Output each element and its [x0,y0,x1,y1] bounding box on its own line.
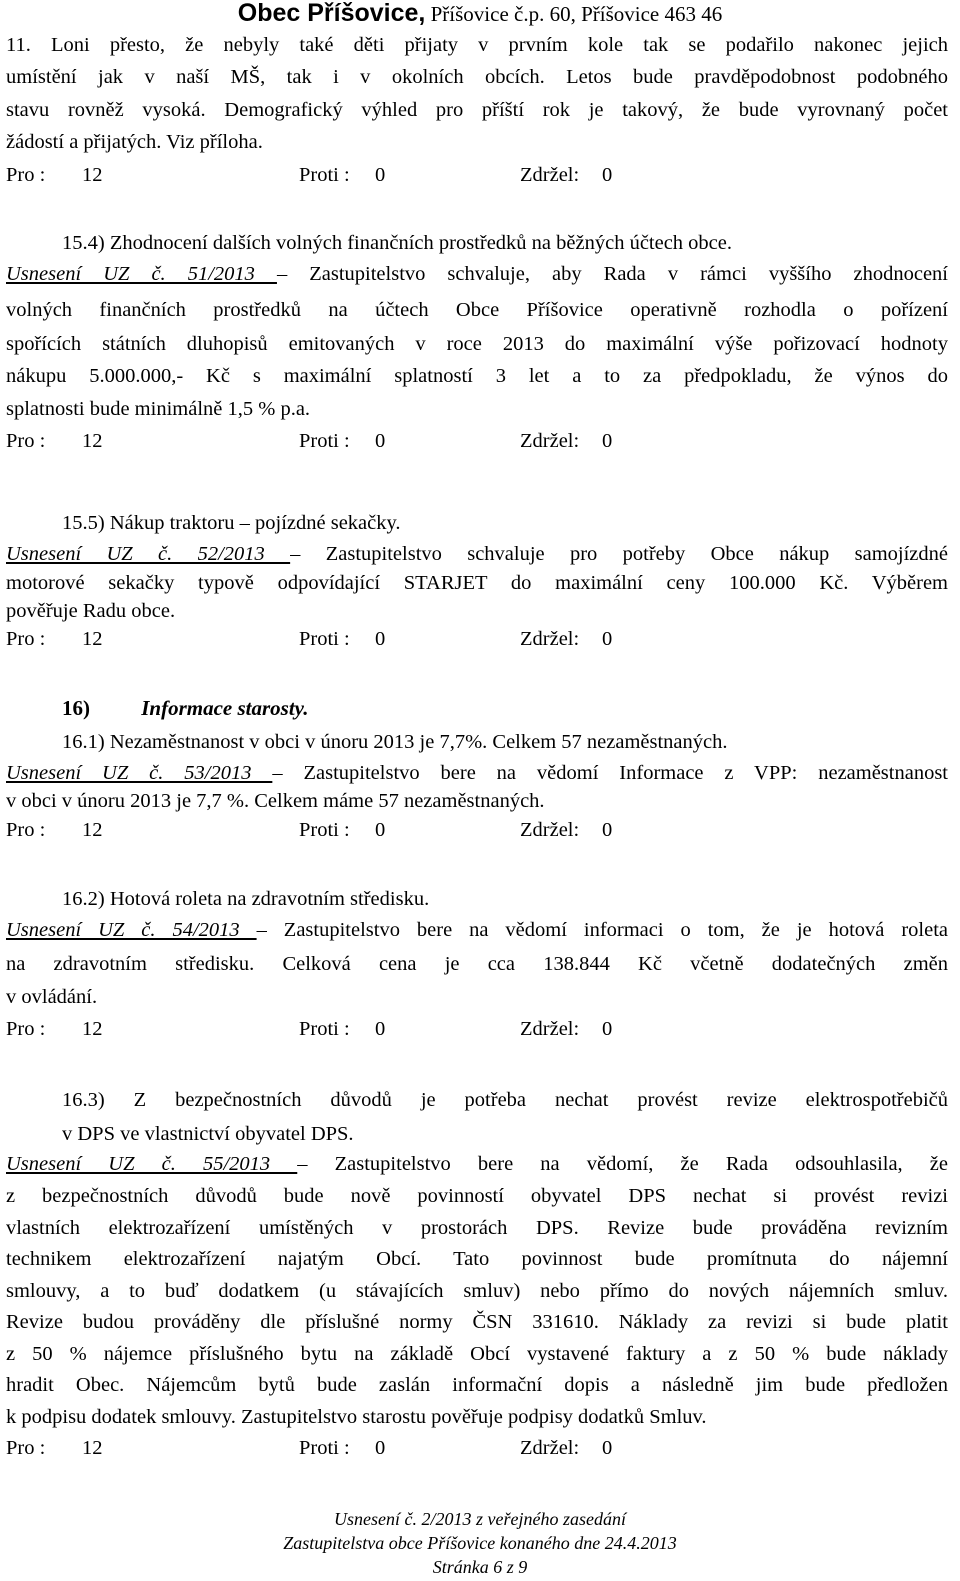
s163-line-9: k podpisu dodatek smlouvy. Zastupitelstvo starostu pověřuje podpisy dodatků Smluv. [6,1406,707,1428]
s154-line-5: splatnosti bude minimálně 1,5 % p.a. [6,398,311,420]
vote-proti-value: 0 [375,1018,386,1040]
vote-proti-value: 0 [375,164,386,186]
s163-line-3: vlastních elektrozařízení umístěných v prostorách DPS. Revize bude prováděna revizním [6,1217,948,1239]
s161-first-text: – Zastupitelstvo bere na vědomí Informace z VPP: nezaměstnanost [272,762,949,784]
s154-line-2: volných finančních prostředků na účtech Obce Příšovice operativně rozhodla o pořízení [6,299,948,321]
s163-line-1 [6,1150,948,1178]
s163-line-6: Revize budou prováděny dle příslušné normy ČSN 331610. Náklady za revizi si bude platit [6,1311,948,1333]
s163-line-7: z 50 % nájemce příslušného bytu na základě Obcí vystavené faktury a z 50 % bude náklady [6,1343,948,1365]
vote-proti-label: Proti : [299,1437,350,1459]
vote-zdrzel-value: 0 [602,819,613,841]
vote-proti-value: 0 [375,628,386,650]
vote-zdrzel-label: Zdržel: [520,430,580,452]
s163-heading-2: v DPS ve vlastnictví obyvatel DPS. [62,1123,354,1145]
vote-row [6,1434,706,1462]
item11-line-1: 11. Loni přesto, že nebyly také děti přijaty v prvním kole tak se podařilo nakonec jejich [6,34,948,56]
resolution-ref: Usnesení UZ č. 54/2013 [6,919,257,941]
vote-pro-value: 12 [82,164,103,186]
vote-pro-value: 12 [82,628,103,650]
item11-line-3: stavu rovněž vysoká. Demografický výhled pro příští rok je takový, že bude vyrovnaný počet [6,99,948,121]
vote-zdrzel-label: Zdržel: [520,1018,580,1040]
resolution-ref: Usnesení UZ č. 53/2013 [6,762,273,784]
item11-line-4: žádostí a přijatých. Viz příloha. [6,131,263,153]
s162-line-3: v ovládání. [6,986,98,1008]
s154-line-3: spořících státních dluhopisů emitovaných v roce 2013 do maximální výše pořizovací hodnoty [6,333,948,355]
resolution-ref: Usnesení UZ č. 55/2013 [6,1153,298,1175]
header-title: Obec Příšovice, [237,0,426,27]
vote-pro-label: Pro : [6,1018,46,1040]
vote-zdrzel-label: Zdržel: [520,1437,580,1459]
s161-line-1 [6,759,948,787]
s163-line-8: hradit Obec. Nájemcům bytů bude zaslán informační dopis a následně jim bude předložen [6,1374,948,1396]
vote-row [6,816,706,844]
vote-zdrzel-value: 0 [602,164,613,186]
s163-line-4: technikem elektrozařízení najatým Obcí. Tato povinnost bude promítnuta do nájemní [6,1248,948,1270]
footer-page-number: Stránka 6 z 9 [432,1557,528,1577]
vote-proti-value: 0 [375,819,386,841]
vote-pro-label: Pro : [6,628,46,650]
s154-line-4: nákupu 5.000.000,- Kč s maximální splatností 3 let a to za předpokladu, že výnos do [6,365,948,387]
vote-zdrzel-label: Zdržel: [520,819,580,841]
vote-zdrzel-value: 0 [602,1018,613,1040]
page-header [0,0,960,27]
s155-line-2: motorové sekačky typově odpovídající STARJET do maximální ceny 100.000 Kč. Výběrem [6,572,948,594]
footer-line-2: Zastupitelstva obce Příšovice konaného dne 24.4.2013 [283,1533,677,1553]
section-16-number: 16) [62,696,90,720]
s163-line-2: z bezpečnostních důvodů bude nově povinností obyvatel DPS nechat si provést revizi [6,1185,948,1207]
vote-row [6,625,706,653]
vote-pro-value: 12 [82,1018,103,1040]
s163-line-5: smlouvy, a to buď dodatkem (u stávajících smluv) nebo přímo do nových nájemních smluv. [6,1280,948,1302]
s155-heading: 15.5) Nákup traktoru – pojízdné sekačky. [62,512,401,534]
vote-pro-value: 12 [82,819,103,841]
s162-first-text: – Zastupitelstvo bere na vědomí informaci o tom, že je hotová roleta [256,919,948,941]
vote-zdrzel-value: 0 [602,628,613,650]
vote-proti-label: Proti : [299,628,350,650]
vote-proti-label: Proti : [299,164,350,186]
resolution-ref: Usnesení UZ č. 51/2013 [6,263,277,285]
resolution-ref: Usnesení UZ č. 52/2013 [6,543,291,565]
s154-heading: 15.4) Zhodnocení dalších volných finančních prostředků na běžných účtech obce. [62,232,733,254]
header-address: Příšovice č.p. 60, Příšovice 463 46 [425,2,723,26]
vote-proti-value: 0 [375,430,386,452]
vote-pro-label: Pro : [6,819,46,841]
s161-line-2: v obci v únoru 2013 je 7,7 %. Celkem máme 57 nezaměstnaných. [6,790,545,812]
vote-pro-label: Pro : [6,430,46,452]
s162-heading: 16.2) Hotová roleta na zdravotním středisku. [62,888,430,910]
vote-proti-value: 0 [375,1437,386,1459]
vote-row [6,427,706,455]
vote-proti-label: Proti : [299,1018,350,1040]
vote-zdrzel-label: Zdržel: [520,628,580,650]
vote-pro-value: 12 [82,1437,103,1459]
vote-pro-label: Pro : [6,164,46,186]
vote-proti-label: Proti : [299,430,350,452]
s154-line-1 [6,260,948,288]
s155-first-text: – Zastupitelstvo schvaluje pro potřeby Obce nákup samojízdné [290,543,948,565]
s155-line-3: pověřuje Radu obce. [6,600,176,622]
vote-zdrzel-value: 0 [602,430,613,452]
vote-proti-label: Proti : [299,819,350,841]
s161-heading: 16.1) Nezaměstnanost v obci v únoru 2013 je 7,7%. Celkem 57 nezaměstnaných. [62,731,728,753]
s163-first-text: – Zastupitelstvo bere na vědomí, že Rada odsouhlasila, že [297,1153,948,1175]
vote-pro-label: Pro : [6,1437,46,1459]
item11-line-2: umístění jak v naší MŠ, tak i v okolních obcích. Letos bude pravděpodobnost podobného [6,66,948,88]
vote-zdrzel-value: 0 [602,1437,613,1459]
footer-line-1: Usnesení č. 2/2013 z veřejného zasedání [334,1509,626,1529]
s162-line-1 [6,916,948,944]
s155-line-1 [6,540,948,568]
s154-first-text: – Zastupitelstvo schvaluje, aby Rada v rámci vyššího zhodnocení [276,263,948,285]
s162-line-2: na zdravotním středisku. Celková cena je cca 138.844 Kč včetně dodatečných změn [6,953,948,975]
vote-zdrzel-label: Zdržel: [520,164,580,186]
section-16-title: Informace starosty. [141,696,309,720]
vote-row [6,161,706,189]
s163-heading-1: 16.3) Z bezpečnostních důvodů je potřeba nechat provést revize elektrospotřebičů [62,1089,948,1111]
vote-pro-value: 12 [82,430,103,452]
section-16-heading [62,694,308,722]
vote-row [6,1015,706,1043]
